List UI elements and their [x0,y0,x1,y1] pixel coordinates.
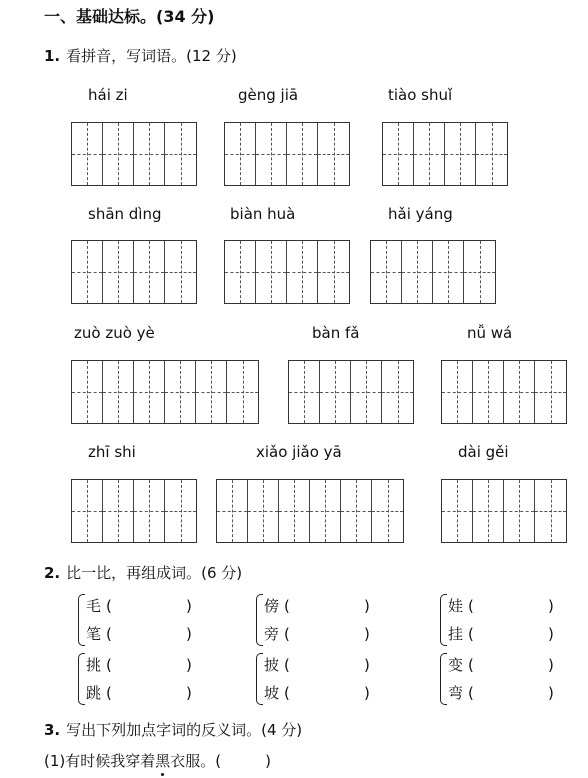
grid-cell[interactable] [445,123,476,185]
pinyin-label: zhī shi [88,443,136,461]
compare-group [448,651,554,707]
brace-icon [78,594,85,646]
antonym-item-1 [44,750,271,771]
question-number: 3. [44,721,61,739]
writing-grid[interactable] [382,122,508,186]
paren-close: ) [186,597,192,615]
grid-cell[interactable] [225,123,256,185]
paren-close: ) [186,656,192,674]
character: 笔 [86,625,102,643]
answer-blank[interactable]: ( [468,597,474,615]
grid-cell[interactable] [473,361,504,423]
pinyin-label: hái zi [88,86,128,104]
grid-cell[interactable] [320,361,351,423]
section-title: 一、基础达标。(34 分) [44,7,215,26]
grid-cell[interactable] [473,480,504,542]
grid-cell[interactable] [72,241,103,303]
grid-cell[interactable] [442,480,473,542]
answer-blank[interactable]: ( [284,597,290,615]
grid-cell[interactable] [72,480,103,542]
grid-cell[interactable] [165,123,196,185]
grid-cell[interactable] [310,480,341,542]
compare-group [264,592,370,648]
paren-close: ) [548,656,554,674]
grid-cell[interactable] [217,480,248,542]
pinyin-label: hǎi yáng [388,205,453,223]
grid-cell[interactable] [382,361,413,423]
pinyin-label: tiào shuǐ [388,86,453,104]
grid-cell[interactable] [433,241,464,303]
grid-cell[interactable] [134,123,165,185]
paren-close: ) [186,684,192,702]
grid-cell[interactable] [134,361,165,423]
grid-cell[interactable] [103,480,134,542]
character: 弯 [448,684,464,702]
grid-cell[interactable] [256,241,287,303]
answer-blank[interactable]: ( [284,684,290,702]
character: 披 [264,656,280,674]
paren-close: ) [364,656,370,674]
answer-blank[interactable]: ( [468,656,474,674]
writing-grid[interactable] [441,360,567,424]
brace-icon [78,653,85,705]
grid-cell[interactable] [256,123,287,185]
answer-blank[interactable]: ( [106,625,112,643]
grid-cell[interactable] [72,123,103,185]
grid-cell[interactable] [134,480,165,542]
compare-group [448,592,554,648]
grid-cell[interactable] [318,241,349,303]
character: 娃 [448,597,464,615]
writing-grid[interactable] [71,240,197,304]
pinyin-label: zuò zuò yè [74,324,155,342]
grid-cell[interactable] [464,241,495,303]
character: 坡 [264,684,280,702]
paren-close: ) [548,625,554,643]
grid-cell[interactable] [165,361,196,423]
brace-icon [440,594,447,646]
character: 跳 [86,684,102,702]
brace-icon [256,594,263,646]
grid-cell[interactable] [402,241,433,303]
grid-cell[interactable] [227,361,258,423]
answer-blank[interactable]: ( [106,684,112,702]
paren-close: ) [186,625,192,643]
brace-icon [256,653,263,705]
grid-cell[interactable] [279,480,310,542]
grid-cell[interactable] [287,123,318,185]
question-text: 写出下列加点字词的反义词。(4 分) [66,721,303,739]
paren-close: ) [548,684,554,702]
character: 毛 [86,597,102,615]
pinyin-label: shān dìng [88,205,162,223]
pinyin-label: dài gěi [458,443,509,461]
grid-cell[interactable] [504,361,535,423]
dotted-character: 黑 [155,752,171,770]
compare-group [264,651,370,707]
pinyin-label: xiǎo jiǎo yā [256,443,342,461]
grid-cell[interactable] [504,480,535,542]
brace-icon [440,653,447,705]
question-3-title [44,719,302,740]
answer-blank[interactable]: ( [468,684,474,702]
paren-close: ) [364,684,370,702]
paren-close: ) [364,625,370,643]
writing-grid[interactable] [71,122,197,186]
question-number: 2. [44,564,61,582]
grid-cell[interactable] [442,361,473,423]
writing-grid[interactable] [224,122,350,186]
grid-cell[interactable] [248,480,279,542]
answer-blank[interactable]: ( [106,597,112,615]
character: 变 [448,656,464,674]
grid-cell[interactable] [103,123,134,185]
writing-grid[interactable] [441,479,567,543]
character: 挑 [86,656,102,674]
writing-grid[interactable] [224,240,350,304]
question-1-title [44,45,237,66]
sentence-suffix: 衣服。( [170,752,222,770]
grid-cell[interactable] [134,241,165,303]
writing-grid[interactable] [370,240,496,304]
grid-cell[interactable] [341,480,372,542]
grid-cell[interactable] [371,241,402,303]
answer-blank[interactable]: ( [468,625,474,643]
grid-cell[interactable] [196,361,227,423]
writing-grid[interactable] [288,360,414,424]
writing-grid[interactable] [71,479,197,543]
grid-cell[interactable] [351,361,382,423]
grid-cell[interactable] [289,361,320,423]
writing-grid[interactable] [71,360,259,424]
compare-group [86,651,192,707]
pinyin-label: nǚ wá [467,324,513,342]
paren-close: ) [265,752,271,770]
compare-group [86,592,192,648]
grid-cell[interactable] [414,123,445,185]
question-number: 1. [44,47,61,65]
answer-blank[interactable]: ( [106,656,112,674]
pinyin-label: gèng jiā [238,86,299,104]
question-text: 比一比，再组成词。(6 分) [66,564,243,582]
grid-cell[interactable] [165,241,196,303]
grid-cell[interactable] [318,123,349,185]
grid-cell[interactable] [103,241,134,303]
grid-cell[interactable] [535,361,566,423]
writing-grid[interactable] [216,479,404,543]
paren-close: ) [364,597,370,615]
grid-cell[interactable] [383,123,414,185]
sentence-prefix: (1)有时候我穿着 [44,752,156,770]
grid-cell[interactable] [535,480,566,542]
grid-cell[interactable] [72,361,103,423]
grid-cell[interactable] [165,480,196,542]
character: 旁 [264,625,280,643]
paren-close: ) [548,597,554,615]
answer-blank[interactable]: ( [284,656,290,674]
character: 傍 [264,597,280,615]
grid-cell[interactable] [476,123,507,185]
grid-cell[interactable] [103,361,134,423]
grid-cell[interactable] [372,480,403,542]
pinyin-label: biàn huà [230,205,296,223]
pinyin-label: bàn fǎ [312,324,360,342]
grid-cell[interactable] [225,241,256,303]
question-text: 看拼音，写词语。(12 分) [66,47,237,65]
answer-blank[interactable]: ( [284,625,290,643]
grid-cell[interactable] [287,241,318,303]
character: 挂 [448,625,464,643]
question-2-title [44,562,242,583]
